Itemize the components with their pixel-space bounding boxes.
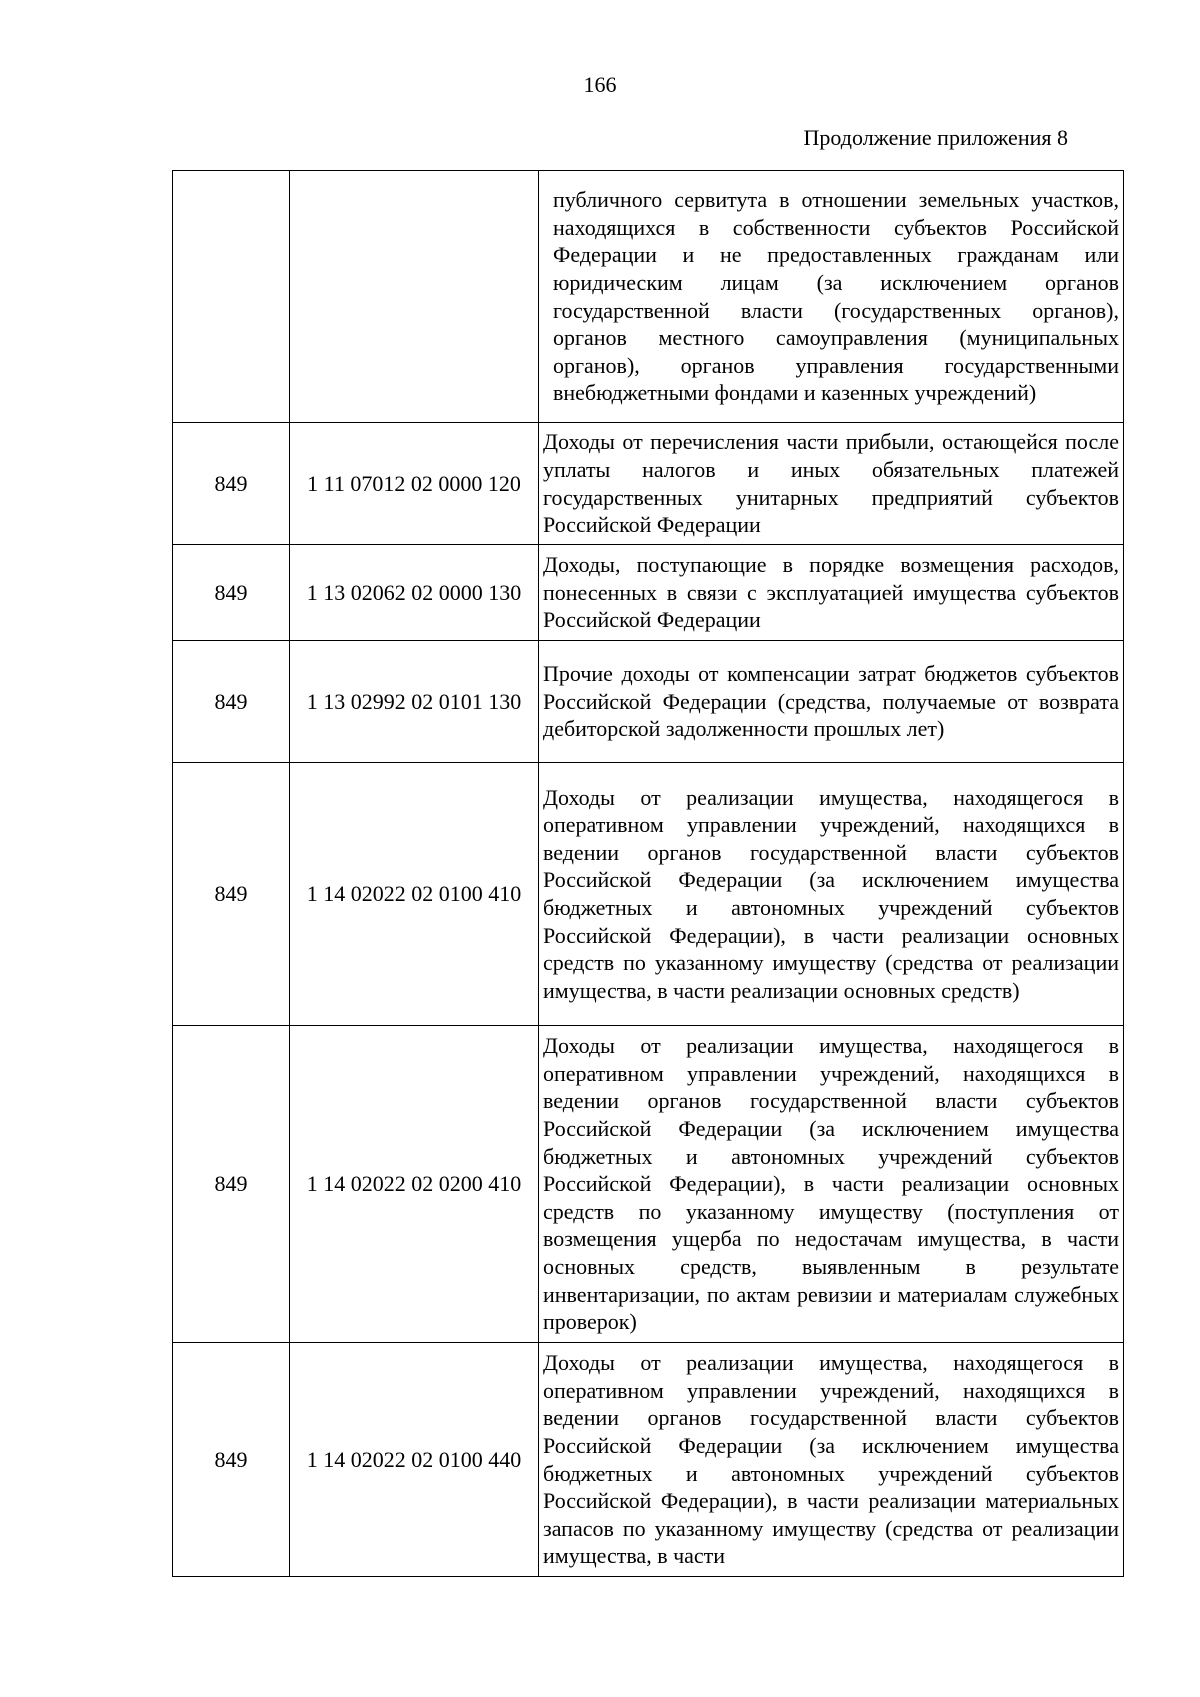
admin-code-cell: 849	[173, 641, 290, 763]
admin-code-cell: 849	[173, 1343, 290, 1577]
revenue-code-cell: 1 14 02022 02 0200 410	[290, 1026, 539, 1343]
description-cell: Доходы от реализации имущества, находящегося в оперативном управлении учреждений, находящихся в ведении органов государственной власти субъектов Российской Федерации (за исключением имущества бюджетных и автономных учреждений субъектов Российской Федерации), в части реализации основных средств по указанному имуществу (средства от реализации имущества, в части реализации основных средств)	[539, 763, 1124, 1026]
table-row	[173, 1343, 1124, 1577]
revenue-code-cell: 1 11 07012 02 0000 120	[290, 423, 539, 545]
description-cell: Доходы от перечисления части прибыли, остающейся после уплаты налогов и иных обязательных платежей государственных унитарных предприятий субъектов Российской Федерации	[539, 423, 1124, 545]
description-cell: Прочие доходы от компенсации затрат бюджетов субъектов Российской Федерации (средства, получаемые от возврата дебиторской задолженности прошлых лет)	[539, 641, 1124, 763]
description-cell: Доходы, поступающие в порядке возмещения расходов, понесенных в связи с эксплуатацией имущества субъектов Российской Федерации	[539, 545, 1124, 641]
page-number: 166	[583, 72, 617, 97]
admin-code-cell: 849	[173, 1026, 290, 1343]
admin-code-cell: 849	[173, 423, 290, 545]
table-row	[173, 763, 1124, 1026]
admin-code-cell: 849	[173, 545, 290, 641]
continuation-label: Продолжение приложения 8	[803, 125, 1068, 150]
admin-code-cell: 849	[173, 763, 290, 1026]
revenue-code-cell: 1 14 02022 02 0100 440	[290, 1343, 539, 1577]
revenue-code-cell: 1 13 02062 02 0000 130	[290, 545, 539, 641]
table-row	[173, 171, 1124, 423]
table-row	[173, 1026, 1124, 1343]
description-cell: Доходы от реализации имущества, находящегося в оперативном управлении учреждений, находящихся в ведении органов государственной власти субъектов Российской Федерации (за исключением имущества бюджетных и автономных учреждений субъектов Российской Федерации), в части реализации материальных запасов по указанному имуществу (средства от реализации имущества, в части	[539, 1343, 1124, 1577]
description-cell: Доходы от реализации имущества, находящегося в оперативном управлении учреждений, находящихся в ведении органов государственной власти субъектов Российской Федерации (за исключением имущества бюджетных и автономных учреждений субъектов Российской Федерации), в части реализации основных средств по указанному имуществу (поступления от возмещения ущерба по недостачам имущества, в части основных средств, выявленным в результате инвентаризации, по актам ревизии и материалам служебных проверок)	[539, 1026, 1124, 1343]
revenue-code-cell	[290, 171, 539, 423]
table-row	[173, 641, 1124, 763]
description-cell: публичного сервитута в отношении земельных участков, находящихся в собственности субъектов Российской Федерации и не предоставленных гражданам или юридическим лицам (за исключением органов государственной власти (государственных органов), органов местного самоуправления (муниципальных органов), органов управления государственными внебюджетными фондами и казенных учреждений)	[539, 171, 1124, 423]
table-row	[173, 545, 1124, 641]
revenue-codes-table	[172, 170, 1124, 1577]
admin-code-cell	[173, 171, 290, 423]
revenue-code-cell: 1 13 02992 02 0101 130	[290, 641, 539, 763]
table-row	[173, 423, 1124, 545]
revenue-code-cell: 1 14 02022 02 0100 410	[290, 763, 539, 1026]
